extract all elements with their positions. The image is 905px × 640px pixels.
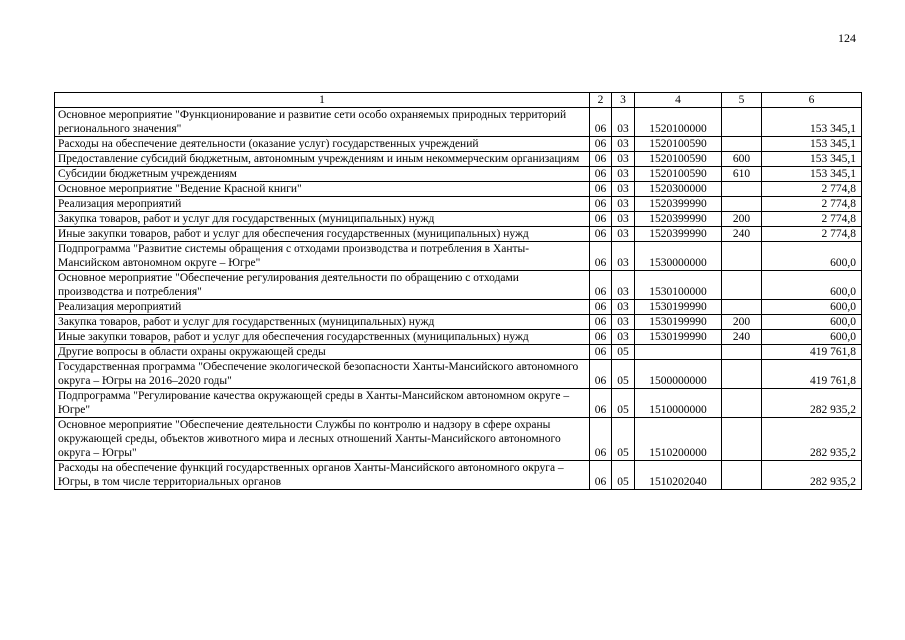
item-name-cell: Основное мероприятие "Обеспечение деятельности Службы по контролю и надзору в сфере охраны окружающей среды, объектов животного мира и лесных отношений Ханты-Мансийского автономного округа – Югры" — [55, 418, 590, 461]
expense-type-cell: 600 — [722, 152, 762, 167]
subsection-code-cell: 05 — [612, 418, 635, 461]
item-name-cell: Подпрограмма "Развитие системы обращения с отходами производства и потребления в Ханты-Мансийском автономном округе – Югре" — [55, 242, 590, 271]
amount-cell: 153 345,1 — [762, 152, 862, 167]
page-number: 124 — [838, 31, 856, 45]
subsection-code-cell: 03 — [612, 330, 635, 345]
item-name-cell: Реализация мероприятий — [55, 197, 590, 212]
amount-cell: 600,0 — [762, 300, 862, 315]
table-row — [55, 167, 862, 182]
subsection-code-cell: 03 — [612, 271, 635, 300]
item-name-cell: Закупка товаров, работ и услуг для государственных (муниципальных) нужд — [55, 212, 590, 227]
target-article-cell — [635, 345, 722, 360]
table-row — [55, 108, 862, 137]
section-code-cell: 06 — [590, 182, 612, 197]
amount-cell: 419 761,8 — [762, 345, 862, 360]
table-row — [55, 360, 862, 389]
section-code-cell: 06 — [590, 330, 612, 345]
amount-cell: 2 774,8 — [762, 182, 862, 197]
section-code-cell: 06 — [590, 242, 612, 271]
header-cell: 2 — [590, 93, 612, 108]
section-code-cell: 06 — [590, 212, 612, 227]
section-code-cell: 06 — [590, 389, 612, 418]
expense-type-cell — [722, 242, 762, 271]
item-name-cell: Основное мероприятие "Ведение Красной книги" — [55, 182, 590, 197]
expense-type-cell — [722, 182, 762, 197]
expense-type-cell — [722, 108, 762, 137]
item-name-cell: Закупка товаров, работ и услуг для государственных (муниципальных) нужд — [55, 315, 590, 330]
target-article-cell: 1520100590 — [635, 167, 722, 182]
table-row — [55, 389, 862, 418]
section-code-cell: 06 — [590, 152, 612, 167]
amount-cell: 282 935,2 — [762, 389, 862, 418]
table-row — [55, 461, 862, 490]
expense-type-cell — [722, 418, 762, 461]
table-row — [55, 182, 862, 197]
target-article-cell: 1520100590 — [635, 152, 722, 167]
table-row — [55, 227, 862, 242]
expense-type-cell — [722, 197, 762, 212]
subsection-code-cell: 03 — [612, 315, 635, 330]
target-article-cell: 1510000000 — [635, 389, 722, 418]
section-code-cell: 06 — [590, 418, 612, 461]
target-article-cell: 1510202040 — [635, 461, 722, 490]
expense-type-cell — [722, 345, 762, 360]
target-article-cell: 1510200000 — [635, 418, 722, 461]
subsection-code-cell: 05 — [612, 345, 635, 360]
target-article-cell: 1530199990 — [635, 300, 722, 315]
target-article-cell: 1530199990 — [635, 330, 722, 345]
subsection-code-cell: 05 — [612, 389, 635, 418]
table-row — [55, 212, 862, 227]
item-name-cell: Государственная программа "Обеспечение экологической безопасности Ханты-Мансийского автономного округа – Югры на 2016–2020 годы" — [55, 360, 590, 389]
section-code-cell: 06 — [590, 300, 612, 315]
expense-type-cell — [722, 300, 762, 315]
target-article-cell: 1520300000 — [635, 182, 722, 197]
target-article-cell: 1520399990 — [635, 212, 722, 227]
subsection-code-cell: 03 — [612, 300, 635, 315]
amount-cell: 2 774,8 — [762, 197, 862, 212]
item-name-cell: Другие вопросы в области охраны окружающей среды — [55, 345, 590, 360]
item-name-cell: Иные закупки товаров, работ и услуг для обеспечения государственных (муниципальных) нужд — [55, 227, 590, 242]
target-article-cell: 1520399990 — [635, 227, 722, 242]
section-code-cell: 06 — [590, 461, 612, 490]
item-name-cell: Основное мероприятие "Функционирование и развитие сети особо охраняемых природных территорий регионального значения" — [55, 108, 590, 137]
amount-cell: 282 935,2 — [762, 461, 862, 490]
item-name-cell: Расходы на обеспечение деятельности (оказание услуг) государственных учреждений — [55, 137, 590, 152]
item-name-cell: Реализация мероприятий — [55, 300, 590, 315]
subsection-code-cell: 05 — [612, 461, 635, 490]
header-cell: 4 — [635, 93, 722, 108]
item-name-cell: Предоставление субсидий бюджетным, автономным учреждениям и иным некоммерческим организациям — [55, 152, 590, 167]
expense-type-cell: 240 — [722, 330, 762, 345]
table-row — [55, 315, 862, 330]
target-article-cell: 1520100590 — [635, 137, 722, 152]
header-cell: 6 — [762, 93, 862, 108]
amount-cell: 2 774,8 — [762, 212, 862, 227]
amount-cell: 600,0 — [762, 330, 862, 345]
amount-cell: 282 935,2 — [762, 418, 862, 461]
table-row — [55, 137, 862, 152]
header-cell: 5 — [722, 93, 762, 108]
table-row — [55, 300, 862, 315]
section-code-cell: 06 — [590, 345, 612, 360]
expense-type-cell: 610 — [722, 167, 762, 182]
subsection-code-cell: 05 — [612, 360, 635, 389]
expense-type-cell: 200 — [722, 212, 762, 227]
expense-type-cell: 240 — [722, 227, 762, 242]
amount-cell: 600,0 — [762, 242, 862, 271]
subsection-code-cell: 03 — [612, 212, 635, 227]
table-row — [55, 242, 862, 271]
table-row — [55, 330, 862, 345]
section-code-cell: 06 — [590, 137, 612, 152]
item-name-cell: Субсидии бюджетным учреждениям — [55, 167, 590, 182]
amount-cell: 153 345,1 — [762, 108, 862, 137]
target-article-cell: 1530100000 — [635, 271, 722, 300]
subsection-code-cell: 03 — [612, 108, 635, 137]
item-name-cell: Подпрограмма "Регулирование качества окружающей среды в Ханты-Мансийском автономном округе – Югре" — [55, 389, 590, 418]
subsection-code-cell: 03 — [612, 197, 635, 212]
table-row — [55, 345, 862, 360]
amount-cell: 600,0 — [762, 271, 862, 300]
table-row — [55, 418, 862, 461]
table-row — [55, 152, 862, 167]
subsection-code-cell: 03 — [612, 242, 635, 271]
section-code-cell: 06 — [590, 227, 612, 242]
target-article-cell: 1500000000 — [635, 360, 722, 389]
table-header-row — [55, 93, 862, 108]
amount-cell: 600,0 — [762, 315, 862, 330]
subsection-code-cell: 03 — [612, 167, 635, 182]
subsection-code-cell: 03 — [612, 137, 635, 152]
expense-type-cell — [722, 360, 762, 389]
section-code-cell: 06 — [590, 167, 612, 182]
section-code-cell: 06 — [590, 271, 612, 300]
amount-cell: 153 345,1 — [762, 167, 862, 182]
target-article-cell: 1520399990 — [635, 197, 722, 212]
subsection-code-cell: 03 — [612, 227, 635, 242]
expense-type-cell — [722, 137, 762, 152]
item-name-cell: Расходы на обеспечение функций государственных органов Ханты-Мансийского автономного округа – Югры, в том числе территориальных органов — [55, 461, 590, 490]
header-cell: 1 — [55, 93, 590, 108]
section-code-cell: 06 — [590, 360, 612, 389]
item-name-cell: Основное мероприятие "Обеспечение регулирования деятельности по обращению с отходами производства и потребления" — [55, 271, 590, 300]
expense-type-cell — [722, 461, 762, 490]
header-cell: 3 — [612, 93, 635, 108]
target-article-cell: 1530000000 — [635, 242, 722, 271]
item-name-cell: Иные закупки товаров, работ и услуг для обеспечения государственных (муниципальных) нужд — [55, 330, 590, 345]
budget-table — [54, 92, 862, 490]
subsection-code-cell: 03 — [612, 182, 635, 197]
amount-cell: 153 345,1 — [762, 137, 862, 152]
subsection-code-cell: 03 — [612, 152, 635, 167]
expense-type-cell: 200 — [722, 315, 762, 330]
section-code-cell: 06 — [590, 108, 612, 137]
section-code-cell: 06 — [590, 197, 612, 212]
section-code-cell: 06 — [590, 315, 612, 330]
amount-cell: 2 774,8 — [762, 227, 862, 242]
expense-type-cell — [722, 389, 762, 418]
table-row — [55, 197, 862, 212]
amount-cell: 419 761,8 — [762, 360, 862, 389]
target-article-cell: 1530199990 — [635, 315, 722, 330]
expense-type-cell — [722, 271, 762, 300]
table-row — [55, 271, 862, 300]
target-article-cell: 1520100000 — [635, 108, 722, 137]
